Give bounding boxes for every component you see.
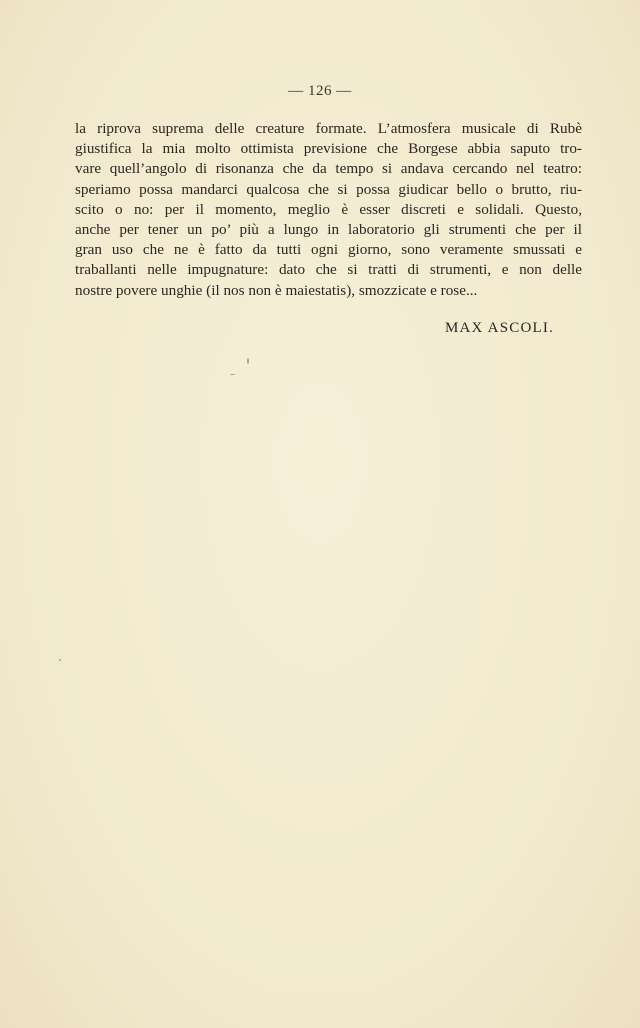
text-line-5: scito o no: per il momento, meglio è esser discreti e solidali. Questo,	[75, 200, 582, 218]
text-line-1: la riprova suprema delle creature formate. L’atmosfera musicale di Rubè	[75, 120, 582, 137]
text-line-4: speriamo possa mandarci qualcosa che si possa giudicar bello o brutto, riu-	[75, 180, 582, 198]
text-line-7: gran uso che ne è fatto da tutti ogni giorno, sono veramente smussati e	[75, 241, 582, 259]
text-line-3: vare quell’angolo di risonanza che da tempo si andava cercando nel teatro:	[75, 160, 582, 178]
text-line-2: giustifica la mia molto ottimista previsione che Borgese abbia saputo tro-	[75, 140, 582, 158]
author-signature: MAX ASCOLI.	[444, 320, 554, 336]
text-line-9: nostre povere unghie (il nos non è maiestatis), smozzicate e rose...	[75, 281, 478, 299]
paper-speck	[230, 374, 235, 375]
paper-speck	[59, 659, 61, 661]
page-number: — 126 —	[288, 83, 352, 99]
text-line-6: anche per tener un po’ più a lungo in laboratorio gli strumenti che per il	[75, 221, 582, 239]
text-line-8: traballanti nelle impugnature: dato che si tratti di strumenti, e non delle	[75, 261, 582, 279]
paper-speck	[247, 358, 249, 364]
body-paragraph	[75, 119, 582, 301]
